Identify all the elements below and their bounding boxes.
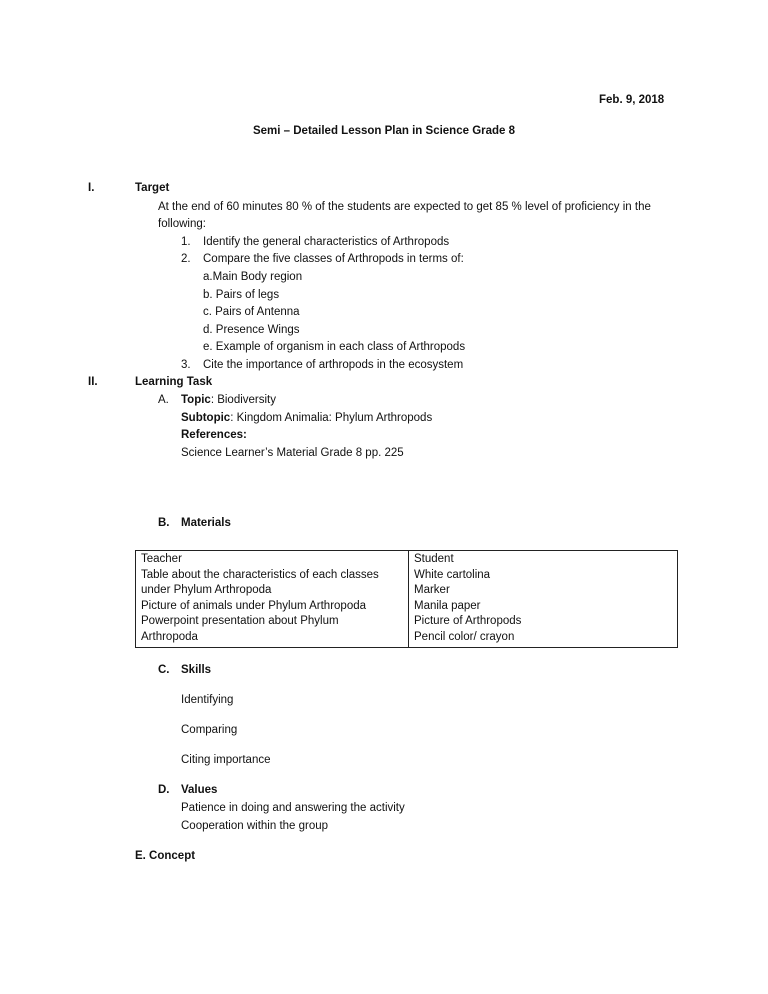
materials-heading: Materials — [181, 517, 231, 529]
comparison-sub-item: e. Example of organism in each class of Arthropods — [203, 341, 466, 353]
target-intro-line-1: At the end of 60 minutes 80 % of the students are expected to get 85 % level of proficiency in the — [158, 201, 651, 213]
objective-number: 1. — [181, 236, 191, 248]
references-label: References: — [181, 429, 247, 441]
materials-table — [135, 550, 678, 648]
topic-value: : Biodiversity — [210, 394, 276, 406]
target-intro-line-2: following: — [158, 218, 206, 230]
student-materials-line: Pencil color/ crayon — [414, 630, 515, 643]
objective-number: 3. — [181, 359, 191, 371]
skills-heading: Skills — [181, 664, 212, 676]
topic-line — [181, 393, 276, 407]
student-materials-line: Picture of Arthropods — [414, 615, 522, 628]
subtopic-line — [181, 411, 432, 425]
topic-label: Topic — [181, 394, 211, 406]
student-materials-line: Marker — [414, 584, 450, 597]
objective-text: Identify the general characteristics of Arthropods — [203, 236, 450, 248]
table-row — [136, 551, 678, 648]
skill-item: Identifying — [181, 694, 234, 706]
student-materials-line: White cartolina — [414, 568, 491, 581]
objective-text: Compare the five classes of Arthropods in terms of: — [203, 253, 464, 265]
item-letter-b: B. — [158, 517, 170, 529]
teacher-materials-cell — [136, 551, 409, 648]
item-letter-c: C. — [158, 664, 170, 676]
value-item: Cooperation within the group — [181, 820, 329, 832]
comparison-sub-item: d. Presence Wings — [203, 324, 300, 336]
teacher-materials-line: Picture of animals under Phylum Arthropoda — [141, 599, 367, 612]
value-item: Patience in doing and answering the activity — [181, 802, 405, 814]
teacher-materials-line: Arthropoda — [141, 630, 198, 643]
skill-item: Citing importance — [181, 754, 271, 766]
objective-number: 2. — [181, 253, 191, 265]
subtopic-value: : Kingdom Animalia: Phylum Arthropods — [230, 412, 433, 424]
teacher-materials-line: Powerpoint presentation about Phylum — [141, 615, 339, 628]
teacher-materials-line: Teacher — [141, 553, 182, 565]
comparison-sub-item: b. Pairs of legs — [203, 289, 280, 301]
student-materials-line: Student — [414, 553, 454, 565]
section-heading-learning-task: Learning Task — [135, 376, 213, 388]
section-numeral-i: I. — [88, 182, 95, 194]
references-value: Science Learner’s Material Grade 8 pp. 225 — [181, 447, 404, 459]
section-heading-target: Target — [135, 182, 170, 194]
teacher-materials-line: Table about the characteristics of each classes — [141, 568, 379, 581]
student-materials-cell — [409, 551, 678, 648]
objective-text: Cite the importance of arthropods in the ecosystem — [203, 359, 464, 371]
document-date: Feb. 9, 2018 — [599, 94, 665, 106]
skill-item: Comparing — [181, 724, 238, 736]
concept-heading: E. Concept — [135, 850, 196, 862]
student-materials-line: Manila paper — [414, 599, 481, 612]
document-title: Semi – Detailed Lesson Plan in Science Grade 8 — [252, 125, 516, 137]
subtopic-label: Subtopic — [181, 412, 231, 424]
item-letter-a: A. — [158, 394, 169, 406]
comparison-sub-item: a.Main Body region — [203, 271, 303, 283]
comparison-sub-item: c. Pairs of Antenna — [203, 306, 300, 318]
item-letter-d: D. — [158, 784, 170, 796]
section-numeral-ii: II. — [88, 376, 98, 388]
teacher-materials-line: under Phylum Arthropoda — [141, 584, 272, 597]
values-heading: Values — [181, 784, 218, 796]
